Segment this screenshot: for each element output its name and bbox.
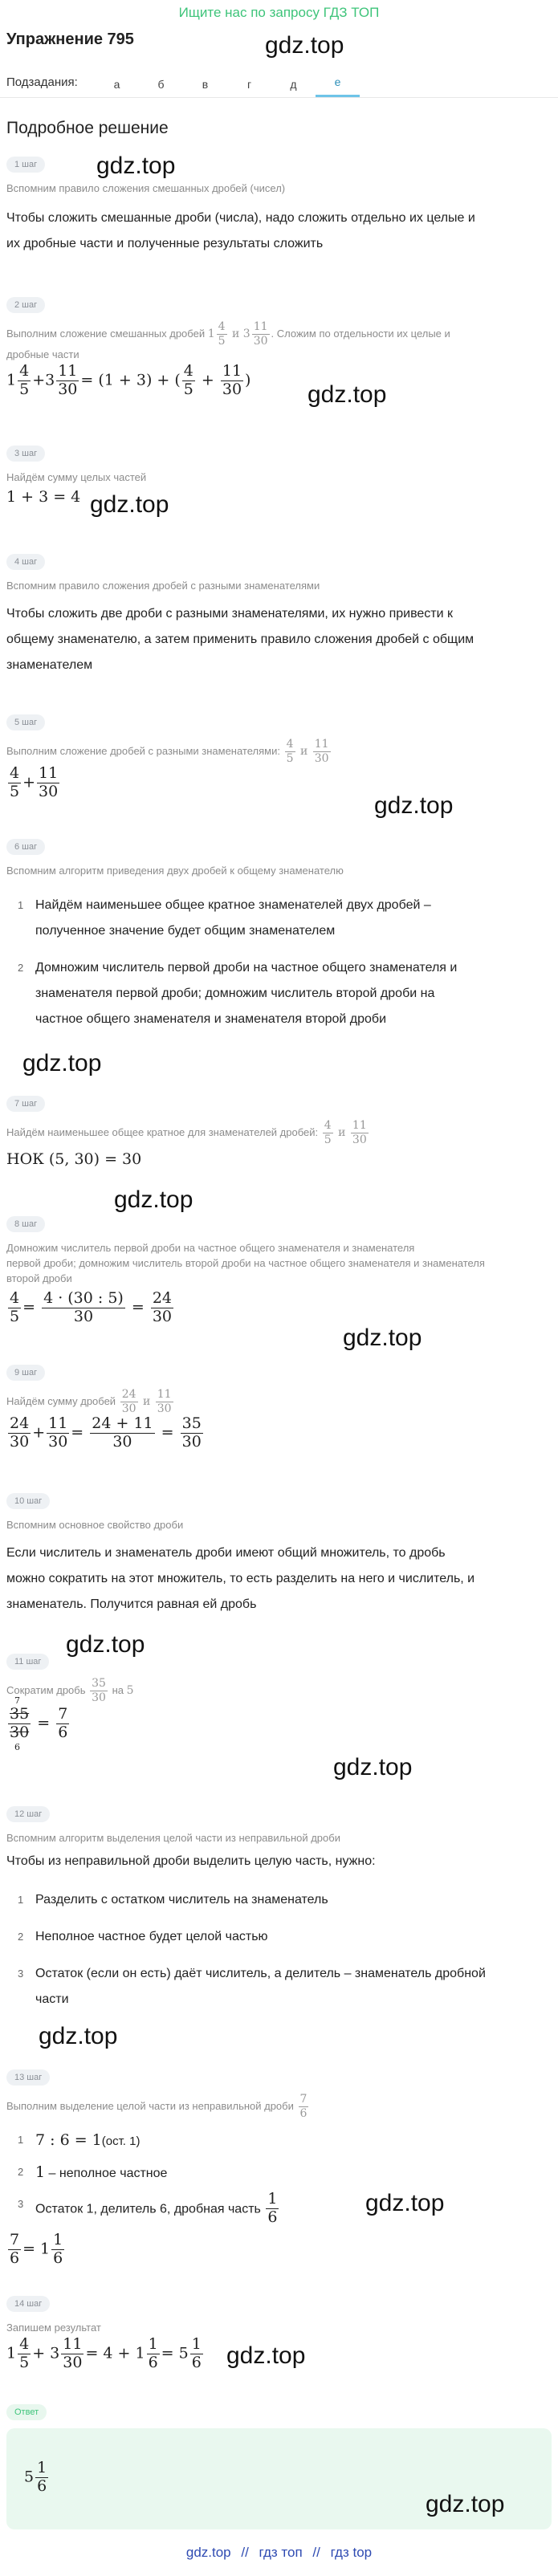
step-caption: Найдём сумму целых частей — [6, 471, 147, 483]
header — [0, 24, 558, 69]
step-text-line: Чтобы сложить смешанные дроби (числа), надо сложить отдельно их целые и — [6, 211, 475, 225]
step-caption: Вспомним основное свойство дроби — [6, 1519, 184, 1531]
step-math: $\frac{7}{6}$ = 1 $\frac{1}{6}$ — [10, 2231, 63, 2268]
step-text-line: Чтобы сложить две дроби с разными знаменателями, их нужно привести к — [6, 607, 454, 621]
footer-link[interactable]: гдз top — [330, 2545, 373, 2560]
step-caption: второй дроби — [6, 1272, 72, 1284]
subtask-tab-e[interactable]: е — [316, 68, 360, 97]
step-badge: 11 шаг — [6, 1654, 49, 1670]
step-math: 1 + 3 = 4 — [6, 488, 81, 506]
subtasks-bar — [0, 69, 558, 98]
list-item: 2 Домножим числитель первой дроби на частное общего знаменателя и знаменателя первой дроби; домножим числитель второй дроби на частное общего знаменателя и знаменателя второй дроби — [18, 961, 458, 1026]
watermark: gdz.top — [333, 1754, 413, 1780]
subtask-tab-g[interactable]: г — [246, 78, 252, 91]
step-12 — [0, 1806, 558, 2012]
step-caption: Вспомним алгоритм выделения целой части из неправильной дроби — [6, 1832, 340, 1844]
step-caption: первой дроби; домножим числитель второй дроби на частное общего знаменателя и знаменателя — [6, 1257, 485, 1269]
watermark: gdz.top — [265, 32, 344, 59]
step-badge: 2 шаг — [6, 297, 45, 313]
step-badge: 13 шаг — [6, 2069, 50, 2086]
list-item: 1 7 : 6 = 1(ост. 1) — [18, 2131, 141, 2150]
watermark: gdz.top — [66, 1631, 145, 1658]
step-badge: 8 шаг — [6, 1216, 45, 1232]
step-text-line: Чтобы из неправильной дроби выделить целую часть, нужно: — [6, 1854, 376, 1868]
step-caption: Найдём сумму дробей $\frac{24}{30}$ и $\frac{11}{30}$ — [6, 1388, 172, 1415]
step-9 — [0, 1365, 558, 1451]
step-caption: Найдём наименьшее общее кратное для знаменателей дробей: $\frac{4}{5}$ и $\frac{11}{30}$ — [6, 1119, 367, 1146]
step-13 — [0, 2069, 558, 2267]
step-text-line: знаменателем — [6, 658, 93, 672]
footer-separator: // — [241, 2545, 249, 2560]
step-math: НОК (5, 30) = 30 — [6, 1150, 142, 1169]
step-7 — [0, 1096, 558, 1168]
algorithm-list — [6, 893, 552, 1032]
step-3 — [0, 446, 558, 506]
step-badge: 9 шаг — [6, 1365, 45, 1381]
footer-link[interactable]: гдз топ — [259, 2545, 303, 2560]
step-math: $\frac{24}{30}$ + $\frac{11}{30}$ = $\frac{24 + 11}{30}$ = $\frac{35}{30}$ — [10, 1414, 202, 1451]
step-4 — [0, 554, 558, 678]
step-math: $\frac{4}{5}$ + $\frac{11}{30}$ — [10, 764, 59, 801]
step-caption: дробные части — [6, 348, 79, 361]
step-2 — [0, 297, 558, 398]
footer-separator: // — [312, 2545, 320, 2560]
step-10 — [0, 1493, 558, 1618]
step-math: $\frac{4}{5}$ = $\frac{4 \cdot (30 : 5)}{30}$ = $\frac{24}{30}$ — [10, 1289, 173, 1325]
step-caption: Выполним выделение целой части из неправильной дроби $\frac{7}{6}$ — [6, 2093, 308, 2120]
subtask-tab-b[interactable]: б — [157, 78, 165, 91]
watermark: gdz.top — [90, 491, 169, 518]
step-math: 1 $\frac{4}{5}$ + 3 $\frac{11}{30}$ = 4 + 1 $\frac{1}{6}$ = 5 $\frac{1}{6}$ — [6, 2335, 202, 2371]
step-5 — [0, 714, 558, 800]
list-item: 3 Остаток (если он есть) даёт числитель, а делитель – знаменатель дробной части — [18, 1967, 486, 2006]
list-item: 3 Остаток 1, делитель 6, дробная часть $\frac{1}{6}$ — [18, 2190, 278, 2227]
step-text-line: можно сократить на этот множитель, то есть разделить на него и числитель, и — [6, 1572, 475, 1585]
watermark: gdz.top — [22, 1050, 102, 1076]
step-badge: 3 шаг — [6, 446, 45, 462]
step-text-line: знаменатель. Получится равная ей дробь — [6, 1597, 257, 1611]
watermark: gdz.top — [343, 1325, 422, 1351]
watermark: gdz.top — [374, 792, 454, 819]
list-item: 1 Найдём наименьшее общее кратное знаменателей двух дробей – полученное значение будет общим знаменателем — [18, 898, 431, 938]
watermark: gdz.top — [426, 2491, 505, 2517]
top-search-link[interactable]: Ищите нас по запросу ГДЗ ТОП — [178, 5, 380, 20]
list-item: 2 Неполное частное будет целой частью — [18, 1930, 268, 1943]
step-caption: Выполним сложение смешанных дробей 1 $\frac{4}{5}$ и 3 $\frac{11}{30}$ . Сложим по отдельности их целые и — [6, 320, 450, 348]
step-math: 7 $\frac{35}{30}$ 6 = $\frac{7}{6}$ — [10, 1695, 68, 1753]
step-6 — [0, 839, 558, 1032]
subtask-tab-v[interactable]: в — [202, 78, 209, 91]
step-badge: 14 шаг — [6, 2296, 50, 2312]
watermark: gdz.top — [114, 1186, 193, 1213]
step-caption: Выполним сложение дробей с разными знаменателями: $\frac{4}{5}$ и $\frac{11}{30}$ — [6, 738, 329, 765]
subtask-tab-a[interactable]: а — [113, 78, 120, 91]
watermark: gdz.top — [39, 2023, 118, 2049]
answer-value: 5 $\frac{1}{6}$ — [24, 2459, 47, 2495]
step-badge: 6 шаг — [6, 839, 45, 855]
step-caption: Домножим числитель первой дроби на частное общего знаменателя и знаменателя — [6, 1242, 415, 1254]
step-1 — [0, 157, 558, 257]
step-caption: Вспомним правило сложения дробей с разными знаменателями — [6, 580, 320, 592]
watermark: gdz.top — [226, 2342, 306, 2369]
step-badge: 1 шаг — [6, 157, 45, 173]
step-caption: Запишем результат — [6, 2322, 101, 2334]
division-list — [6, 2127, 552, 2226]
watermark: gdz.top — [365, 2190, 445, 2216]
subtask-tab-d[interactable]: д — [290, 78, 297, 91]
step-caption: Сократим дробь $\frac{35}{30}$ на 5 — [6, 1677, 134, 1704]
subtasks-label: Подзадания: — [6, 75, 78, 89]
step-caption: Вспомним алгоритм приведения двух дробей к общему знаменателю — [6, 865, 344, 877]
step-badge: 10 шаг — [6, 1493, 50, 1509]
step-math: 1 $\frac{4}{5}$ +3 $\frac{11}{30}$ = (1 + 3) + ( $\frac{4}{5}$ + $\frac{11}{30}$ ) — [6, 362, 251, 399]
section-title: Подробное решение — [6, 119, 169, 137]
answer-label: Ответ — [6, 2404, 47, 2420]
step-11 — [0, 1654, 558, 1753]
page-title: Упражнение 795 — [6, 31, 134, 48]
footer-links — [0, 2545, 558, 2561]
list-item: 1 Разделить с остатком числитель на знаменатель — [18, 1893, 328, 1907]
list-item: 2 1 – неполное частное — [18, 2163, 168, 2182]
step-8 — [0, 1216, 558, 1325]
answer-box — [6, 2428, 552, 2529]
step-text-line: их дробные части и полученные результаты сложить — [6, 237, 324, 250]
step-badge: 7 шаг — [6, 1096, 45, 1112]
watermark: gdz.top — [96, 153, 176, 179]
algorithm-list — [6, 1887, 552, 2012]
step-badge: 4 шаг — [6, 554, 45, 570]
step-text-line: Если числитель и знаменатель дроби имеют общий множитель, то дробь — [6, 1546, 446, 1560]
footer-link[interactable]: gdz.top — [185, 2545, 231, 2560]
step-caption: Вспомним правило сложения смешанных дробей (чисел) — [6, 182, 286, 194]
step-badge: 12 шаг — [6, 1806, 50, 1822]
step-badge: 5 шаг — [6, 714, 45, 730]
watermark: gdz.top — [308, 381, 387, 408]
step-text-line: общему знаменателю, а затем применить правило сложения дробей с общим — [6, 633, 475, 646]
